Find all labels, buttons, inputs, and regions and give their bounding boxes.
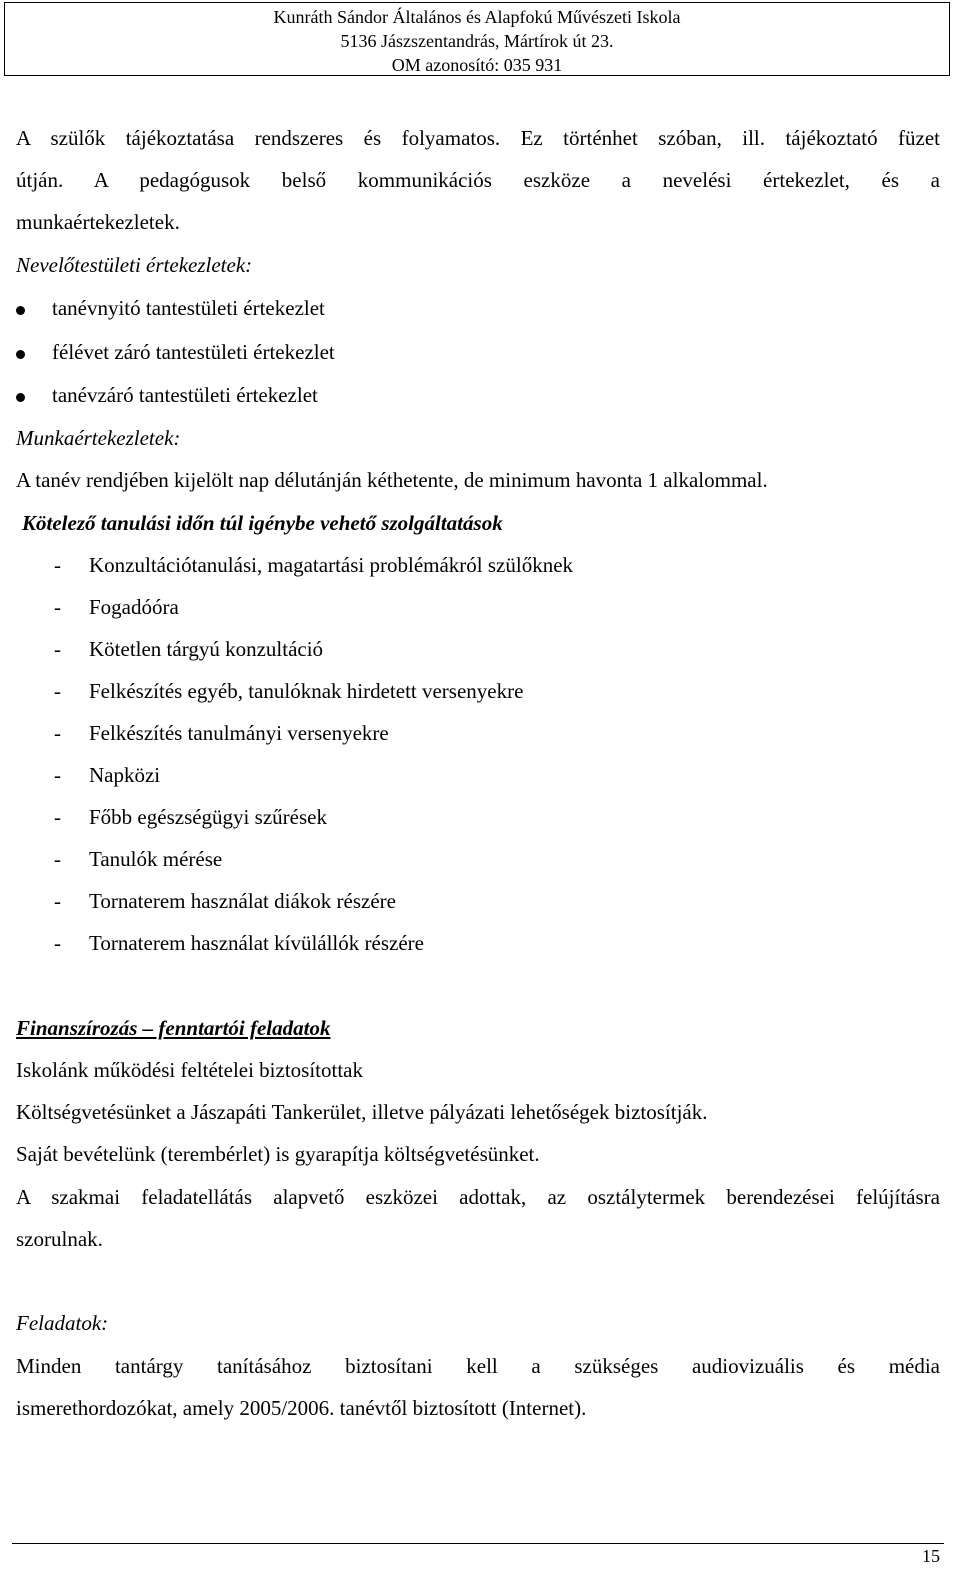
school-name: Kunráth Sándor Általános és Alapfokú Művészeti Iskola — [273, 7, 681, 27]
financing-paragraph-2: Költségvetésünket a Jászapáti Tankerület, illetve pályázati lehetőségek biztosítják. — [16, 1100, 708, 1124]
list-item-text: Felkészítés egyéb, tanulóknak hirdetett versenyekre — [89, 679, 524, 703]
dash-marker: - — [54, 721, 61, 745]
tasks-heading: Feladatok: — [16, 1311, 109, 1335]
staff-meetings-heading: Nevelőtestületi értekezletek: — [16, 253, 253, 277]
tasks-line-1: Minden tantárgy tanításához biztosítani kell a szükséges audiovizuális és média — [16, 1354, 940, 1378]
list-item-text: Fogadóóra — [89, 595, 179, 619]
list-item-text: Tornaterem használat kívülállók részére — [89, 931, 424, 955]
dash-marker: - — [54, 637, 61, 661]
intro-line-3: munkaértekezletek. — [16, 210, 180, 234]
dash-marker: - — [54, 595, 61, 619]
list-item-text: Kötetlen tárgyú konzultáció — [89, 637, 324, 661]
financing-paragraph-1: Iskolánk működési feltételei biztosítottak — [16, 1058, 364, 1082]
work-meetings-text: A tanév rendjében kijelölt nap délutánján kéthetente, de minimum havonta 1 alkalommal. — [16, 468, 768, 492]
financing-paragraph-4-line-1: A szakmai feladatellátás alapvető eszközei adottak, az osztálytermek berendezései felújításra — [16, 1185, 940, 1209]
dash-marker: - — [54, 931, 61, 955]
work-meetings-heading: Munkaértekezletek: — [16, 426, 181, 450]
om-id: OM azonosító: 035 931 — [391, 55, 563, 75]
list-item-text: Konzultációtanulási, magatartási problémákról szülőknek — [89, 553, 574, 577]
letterhead — [4, 2, 950, 76]
bullet-dot-icon — [16, 350, 25, 359]
tasks-line-2: ismerethordozókat, amely 2005/2006. tanévtől biztosított (Internet). — [16, 1396, 587, 1420]
bullet-dot-icon — [16, 393, 25, 402]
bullet-item-text: tanévzáró tantestületi értekezlet — [52, 383, 318, 407]
page-number: 15 — [922, 1546, 940, 1566]
dash-marker: - — [54, 679, 61, 703]
bullet-item-text: félévet záró tantestületi értekezlet — [52, 340, 335, 364]
list-item-text: Napközi — [89, 763, 161, 787]
financing-heading: Finanszírozás – fenntartói feladatok — [16, 1016, 331, 1040]
bullet-item-text: tanévnyitó tantestületi értekezlet — [52, 296, 325, 320]
dash-marker: - — [54, 889, 61, 913]
intro-line-2: útján. A pedagógusok belső kommunikációs eszköze a nevelési értekezlet, és a — [16, 168, 940, 192]
intro-line-1: A szülők tájékoztatása rendszeres és folyamatos. Ez történhet szóban, ill. tájékoztató füzet — [16, 126, 940, 150]
dash-marker: - — [54, 847, 61, 871]
school-address: 5136 Jászszentandrás, Mártírok út 23. — [340, 31, 614, 51]
dash-marker: - — [54, 763, 61, 787]
financing-paragraph-4-line-2: szorulnak. — [16, 1227, 103, 1251]
list-item-text: Tanulók mérése — [89, 847, 223, 871]
list-item-text: Főbb egészségügyi szűrések — [89, 805, 327, 829]
dash-marker: - — [54, 805, 61, 829]
bullet-dot-icon — [16, 306, 25, 315]
dash-marker: - — [54, 553, 61, 577]
list-item-text: Felkészítés tanulmányi versenyekre — [89, 721, 389, 745]
financing-paragraph-3: Saját bevételünk (terembérlet) is gyarapítja költségvetésünket. — [16, 1142, 540, 1166]
footer-divider — [12, 1543, 944, 1544]
list-item-text: Tornaterem használat diákok részére — [89, 889, 396, 913]
services-heading: Kötelező tanulási időn túl igénybe vehető szolgáltatások — [22, 511, 503, 535]
